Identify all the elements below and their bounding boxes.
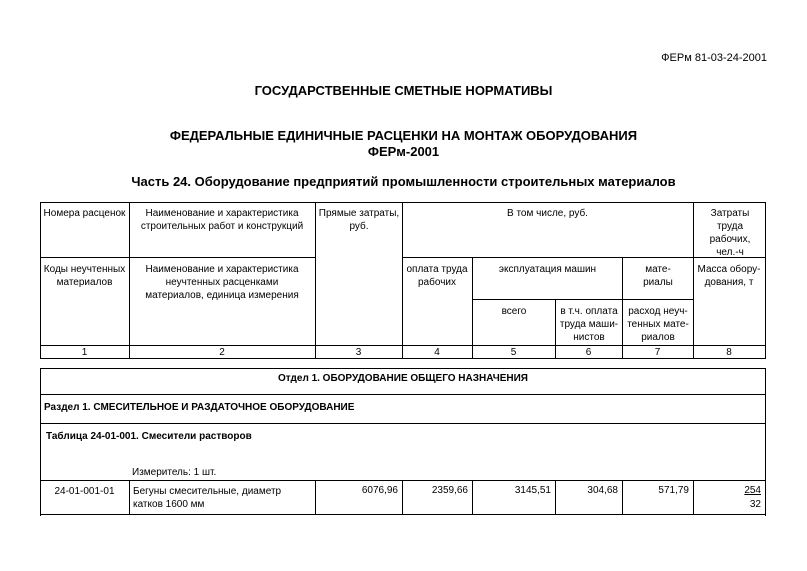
grid-line bbox=[40, 202, 41, 359]
grid-line bbox=[40, 423, 766, 424]
title-sub bbox=[0, 128, 807, 160]
header-col48-top: В том числе, руб. bbox=[507, 208, 588, 219]
header-col8-top: Затраты труда рабочих, чел.-ч bbox=[709, 208, 751, 258]
header-col5: всего bbox=[501, 306, 527, 317]
grid-line bbox=[622, 257, 623, 359]
row-machinists-pay: 304,68 bbox=[587, 485, 618, 496]
header-col6: в т.ч. оплата труда маши- нистов bbox=[559, 306, 619, 343]
grid-line bbox=[40, 480, 766, 481]
grid-line bbox=[40, 514, 766, 515]
col-number: 2 bbox=[219, 347, 225, 358]
grid-line bbox=[402, 202, 403, 359]
grid-line bbox=[765, 368, 766, 516]
header-col3-top: Прямые затраты, руб. bbox=[318, 208, 400, 232]
grid-line bbox=[40, 257, 129, 258]
grid-line bbox=[472, 299, 693, 300]
grid-line bbox=[129, 202, 130, 359]
col-number: 4 bbox=[434, 347, 440, 358]
grid-line bbox=[765, 202, 766, 359]
grid-line bbox=[40, 202, 766, 203]
header-col1-top: Номера расценок bbox=[43, 208, 126, 219]
row-materials: 571,79 bbox=[658, 485, 689, 496]
header-col4: оплата труда рабочих bbox=[406, 264, 468, 288]
title-main: ГОСУДАРСТВЕННЫЕ СМЕТНЫЕ НОРМАТИВЫ bbox=[254, 83, 553, 98]
grid-line bbox=[40, 368, 766, 369]
grid-line bbox=[129, 257, 315, 258]
row-name: Бегуны смесительные, диаметр катков 1600 мм bbox=[133, 486, 282, 510]
part-title: Часть 24. Оборудование предприятий промышленности строительных материалов bbox=[131, 174, 676, 189]
header-col7-bottom: расход неуч- тенных мате- риалов bbox=[627, 306, 689, 343]
header-col2-bottom: Наименование и характеристика неучтенных расценками материалов, единица измерения bbox=[145, 264, 299, 301]
title-sub-line-2: ФЕРм-2001 bbox=[367, 144, 440, 159]
otdel-heading: Отдел 1. ОБОРУДОВАНИЕ ОБЩЕГО НАЗНАЧЕНИЯ bbox=[277, 373, 528, 384]
meter-label: Измеритель: 1 шт. bbox=[132, 467, 217, 478]
col-number: 1 bbox=[81, 347, 88, 358]
grid-line bbox=[315, 202, 316, 359]
col-number: 3 bbox=[355, 347, 362, 358]
header-table bbox=[40, 202, 766, 359]
header-col2-top: Наименование и характеристика строительных работ и конструкций bbox=[140, 208, 304, 232]
title-sub-line-1: ФЕДЕРАЛЬНЫЕ ЕДИНИЧНЫЕ РАСЦЕНКИ НА МОНТАЖ ОБОРУДОВАНИЯ bbox=[169, 128, 638, 143]
body-table bbox=[40, 368, 766, 516]
grid-line bbox=[40, 394, 766, 395]
row-machines-total: 3145,51 bbox=[514, 485, 551, 496]
header-col1-bottom: Коды неучтенных материалов bbox=[43, 264, 126, 288]
col-number: 8 bbox=[726, 347, 732, 358]
row-code: 24-01-001-01 bbox=[54, 486, 115, 497]
header-col56: эксплуатация машин bbox=[498, 264, 597, 275]
col-number: 5 bbox=[510, 347, 517, 358]
row-labor-hours: 254 bbox=[744, 485, 761, 496]
row-direct-costs: 6076,96 bbox=[361, 485, 398, 496]
row-mass: 32 bbox=[749, 499, 761, 510]
razdel-heading: Раздел 1. СМЕСИТЕЛЬНОЕ И РАЗДАТОЧНОЕ ОБОРУДОВАНИЕ bbox=[44, 402, 355, 413]
col-number: 7 bbox=[654, 347, 661, 358]
row-labor-pay: 2359,66 bbox=[431, 485, 468, 496]
table-heading: Таблица 24-01-001. Смесители растворов bbox=[46, 431, 252, 442]
grid-line bbox=[693, 202, 694, 359]
header-col8-bottom: Масса обору- дования, т bbox=[697, 264, 761, 288]
col-number: 6 bbox=[585, 347, 592, 358]
grid-line bbox=[129, 480, 130, 515]
header-col7: мате- риалы bbox=[643, 264, 673, 288]
document-code: ФЕРм 81-03-24-2001 bbox=[661, 52, 767, 64]
